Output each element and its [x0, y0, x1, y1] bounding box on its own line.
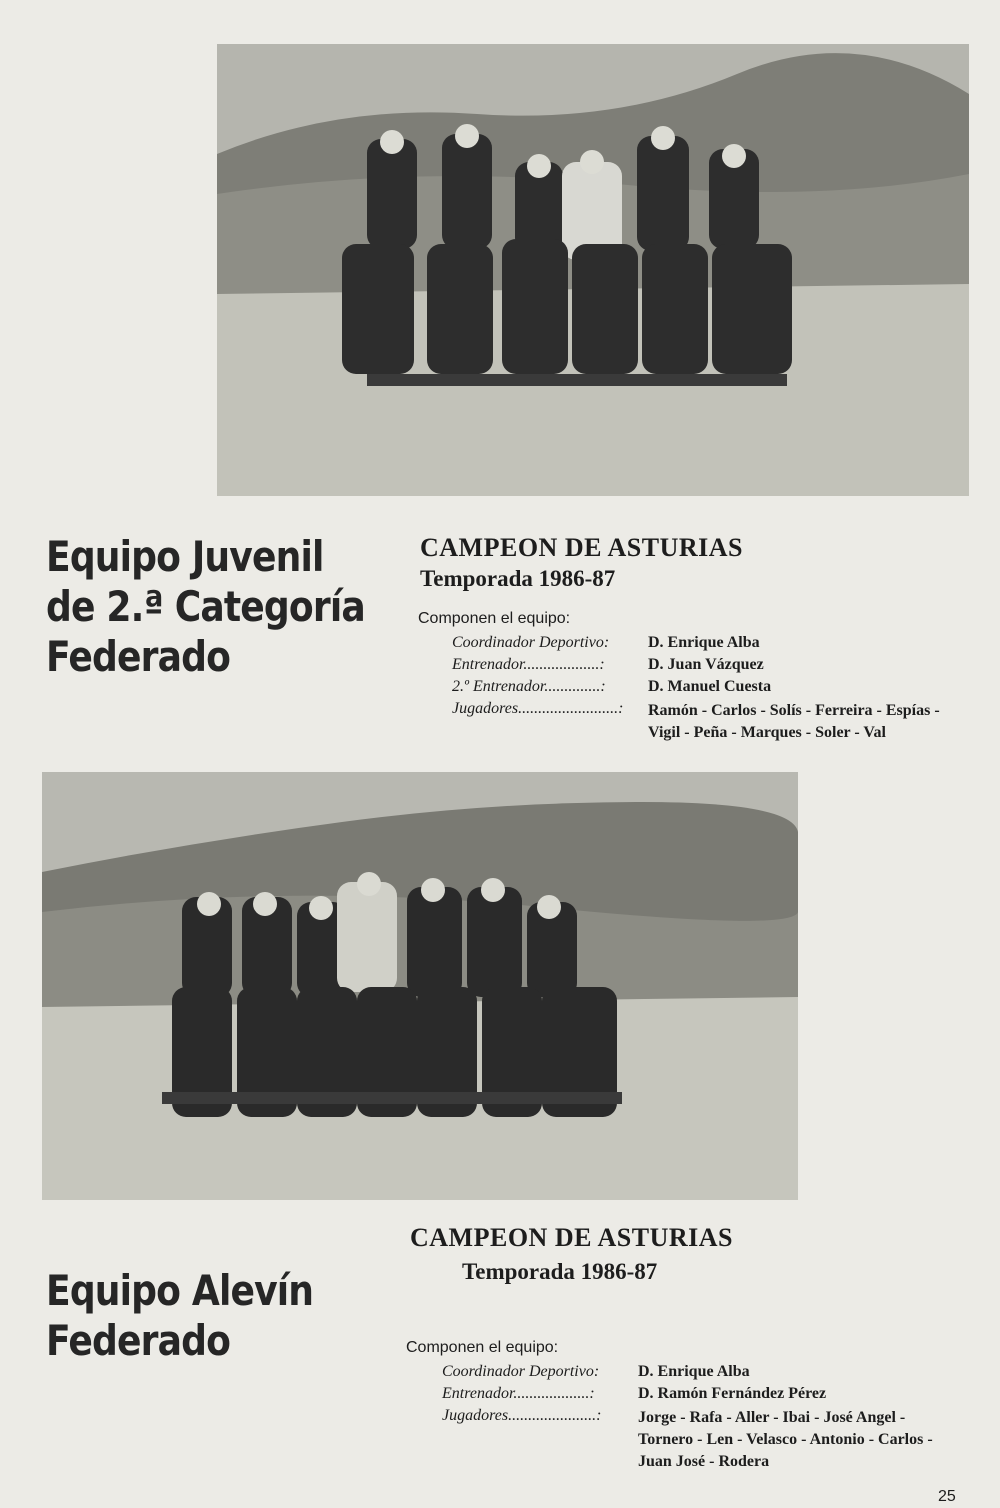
staff-row-coach — [442, 1385, 982, 1407]
team-juvenil-season: Temporada 1986-87 — [420, 566, 616, 591]
team-photo-alevin-image — [42, 772, 798, 1200]
team-alevin-intro: Componen el equipo: — [406, 1339, 559, 1356]
players-line: Jorge - Rafa - Aller - Ibai - José Angel - — [638, 1409, 906, 1426]
staff-name: D. Ramón Fernández Pérez — [638, 1385, 827, 1402]
staff-row-players — [452, 700, 972, 746]
team-juvenil-heading-line-3: Federado — [46, 632, 231, 681]
players-list — [638, 1407, 978, 1473]
team-alevin-heading-line-1: Equipo Alevín — [46, 1266, 314, 1315]
staff-name: D. Manuel Cuesta — [648, 678, 772, 695]
players-line: Vigil - Peña - Marques - Soler - Val — [648, 724, 886, 741]
team-photo-juvenil-image — [217, 44, 969, 496]
players-line: Juan José - Rodera — [638, 1453, 770, 1470]
page-number: 25 — [938, 1488, 956, 1505]
team-juvenil-staff-list — [452, 634, 972, 746]
team-photo-juvenil — [217, 44, 969, 496]
team-alevin-champion-title: CAMPEON DE ASTURIAS — [410, 1223, 733, 1252]
team-alevin-heading-line-2: Federado — [46, 1316, 231, 1365]
staff-row-players — [442, 1407, 982, 1475]
team-juvenil-heading-line-1: Equipo Juvenil — [46, 532, 324, 581]
staff-row-coordinator — [452, 634, 972, 656]
team-juvenil-intro: Componen el equipo: — [418, 610, 571, 627]
staff-role: 2.º Entrenador..............: — [452, 678, 606, 695]
staff-name: D. Enrique Alba — [648, 634, 760, 651]
players-role: Jugadores.........................: — [452, 700, 624, 717]
staff-name: D. Enrique Alba — [638, 1363, 750, 1380]
team-juvenil-heading — [46, 532, 365, 682]
team-juvenil-champion-title: CAMPEON DE ASTURIAS — [420, 533, 743, 562]
team-alevin-heading — [46, 1266, 313, 1366]
team-alevin-staff-list — [442, 1363, 982, 1475]
staff-row-assistant-coach — [452, 678, 972, 700]
staff-role: Coordinador Deportivo: — [442, 1363, 600, 1380]
staff-role: Entrenador...................: — [452, 656, 605, 673]
players-line: Ramón - Carlos - Solís - Ferreira - Espías - — [648, 702, 940, 719]
players-list — [648, 700, 978, 744]
staff-role: Entrenador...................: — [442, 1385, 595, 1402]
team-juvenil-heading-line-2: de 2.ª Categoría — [46, 582, 365, 631]
team-photo-alevin — [42, 772, 798, 1200]
team-alevin-season: Temporada 1986-87 — [462, 1259, 658, 1284]
staff-name: D. Juan Vázquez — [648, 656, 764, 673]
staff-row-coordinator — [442, 1363, 982, 1385]
staff-role: Coordinador Deportivo: — [452, 634, 610, 651]
staff-row-coach — [452, 656, 972, 678]
players-role: Jugadores......................: — [442, 1407, 602, 1424]
players-line: Tornero - Len - Velasco - Antonio - Carlos - — [638, 1431, 933, 1448]
